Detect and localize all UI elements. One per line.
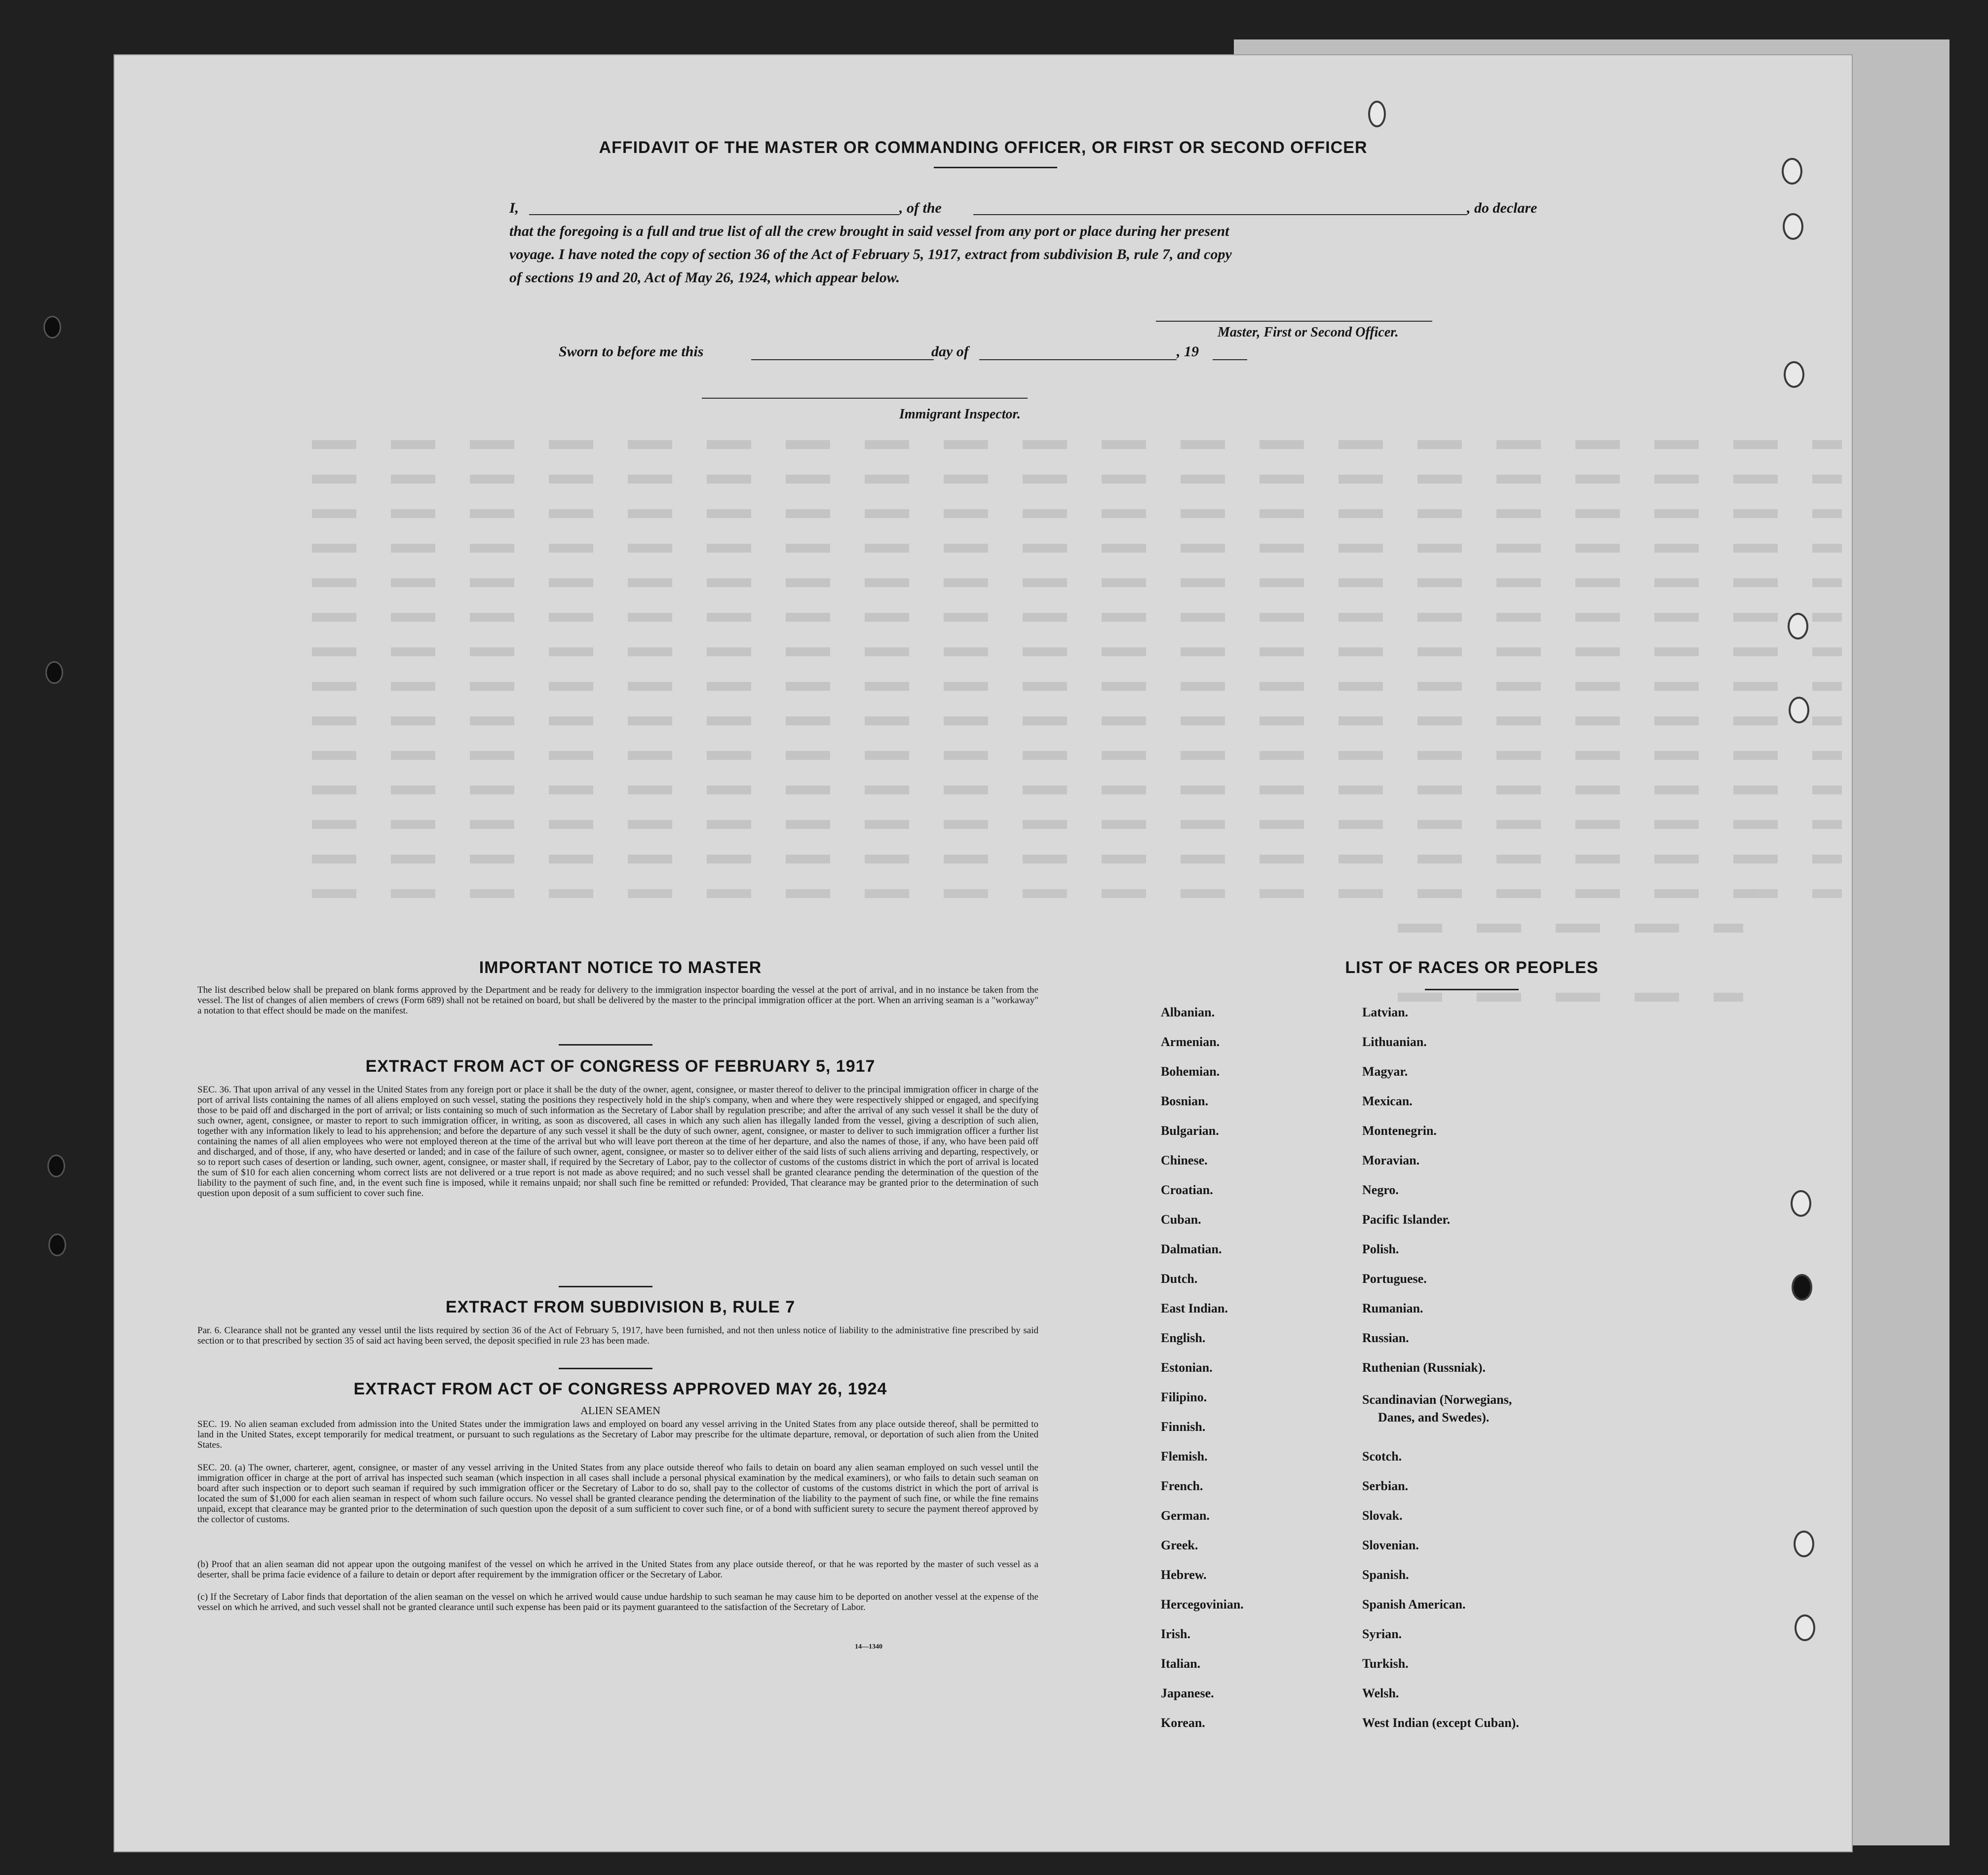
race-item: Portuguese. [1362,1272,1427,1286]
race-item: Latvian. [1362,1005,1409,1019]
race-item: French. [1161,1479,1203,1493]
punch-hole [1795,1614,1815,1641]
affidavit-i: I, [509,200,519,216]
race-item: Finnish. [1161,1420,1206,1434]
race-item: Pacific Islander. [1362,1212,1451,1227]
race-item: Estonian. [1161,1360,1213,1375]
punch-hole [1784,361,1804,388]
race-item: English. [1161,1331,1206,1345]
race-item: Korean. [1161,1716,1205,1730]
race-item: Negro. [1362,1183,1399,1197]
race-item: Flemish. [1161,1449,1208,1463]
races-title: LIST OF RACES OR PEOPLES [1345,958,1599,977]
title-rule [934,167,1057,168]
race-item: Chinese. [1161,1153,1208,1167]
vessel-blank[interactable] [973,214,1467,215]
binder-hole [48,1234,66,1256]
extract-rule7-title: EXTRACT FROM SUBDIVISION B, RULE 7 [445,1298,796,1316]
punch-hole [1789,697,1809,723]
race-item: Moravian. [1362,1153,1420,1167]
affidavit-of-the: , of the [899,200,942,216]
extract-1924-title: EXTRACT FROM ACT OF CONGRESS APPROVED MAY 26, 1924 [353,1380,887,1398]
punch-hole [1791,1190,1811,1217]
race-item: Ruthenian (Russniak). [1362,1360,1486,1375]
race-item: Spanish. [1362,1568,1409,1582]
race-item: Croatian. [1161,1183,1213,1197]
race-item: Polish. [1362,1242,1399,1256]
race-item: West Indian (except Cuban). [1362,1716,1519,1730]
inspector-label: Immigrant Inspector. [899,407,1021,422]
extract-1924-section-19: SEC. 19. No alien seaman excluded from admission into the United States under the immigration laws and employed on board any vessel arriving in the United States from any place outside thereof, shall be permitted to land in the United States, except temporarily for medical treatment, or pursuant to such regulations as the Secretary of Labor may prescribe for the ultimate departure, removal, or deportation of such alien from the United States. [197,1419,1038,1450]
race-item: Slovenian. [1362,1538,1419,1552]
punch-hole [1792,1274,1812,1301]
race-item: Turkish. [1362,1656,1409,1671]
extract-1924-section-20b: (b) Proof that an alien seaman did not appear upon the outgoing manifest of the vessel on which he arrived in the United States from any place outside thereof, or that he was reported by the master of such vessel as a deserter, shall be prima facie evidence of a failure to detain or deport after requirement by the immigration officer or the Secretary of Labor. [197,1559,1038,1580]
sworn-day-of: day of [931,343,969,360]
race-item: East Indian. [1161,1301,1228,1315]
race-item: Dutch. [1161,1272,1198,1286]
punch-hole [1783,213,1803,240]
extract-1924-section-20a: SEC. 20. (a) The owner, charterer, agent, consignee, or master of any vessel arriving in the United States from any place outside thereof who fails to detain on board any alien seaman employed on such vessel until the immigration officer in charge at the port of arrival has inspected such seaman (which inspection in all cases shall include a personal physical examination by the medical examiners), or who fails to detain such seaman on board after such inspection or to deport such seaman if required by such immigration officer or the Secretary of Labor to do so, shall pay to the collector of customs of the customs district in which the port of arrival is located the sum of $1,000 for each alien seaman in respect of whom such failure occurs. No vessel shall be granted clearance pending the determination of the liability to the payment of such fine, or while the fine remains unpaid, except that clearance may be granted prior to the determination of such question upon the deposit of a sum sufficient to cover such fine, or of a bond with sufficient surety to secure the payment thereof approved by the collector of customs. [197,1462,1038,1525]
race-item: Bosnian. [1161,1094,1209,1108]
punch-hole [1368,101,1386,127]
section-rule [559,1368,652,1369]
race-item: Russian. [1362,1331,1409,1345]
sworn-year: , 19 [1177,343,1199,360]
master-label: Master, First or Second Officer. [1218,325,1399,340]
section-rule [559,1044,652,1046]
race-item: Slovak. [1362,1508,1403,1523]
binder-hole [43,316,61,338]
race-item: Syrian. [1362,1627,1402,1641]
race-item: Irish. [1161,1627,1190,1641]
punch-hole [1794,1531,1814,1557]
race-item: Bohemian. [1161,1064,1220,1079]
section-rule [559,1286,652,1287]
race-item: Bulgarian. [1161,1124,1219,1138]
race-item: Serbian. [1362,1479,1409,1493]
affidavit-do-declare: , do declare [1467,200,1537,216]
sworn-day-blank[interactable] [751,359,934,360]
race-item: Greek. [1161,1538,1198,1552]
extract-1924-section-20c: (c) If the Secretary of Labor finds that deportation of the alien seaman on the vessel on which he arrived would cause undue hardship to such seaman he may cause him to be deported on another vessel at the expense of the vessel on which he arrived, and such vessel shall not be granted clearance until such expense has been paid or its payment guaranteed to the satisfaction of the Secretary of Labor. [197,1592,1038,1612]
race-item: Italian. [1161,1656,1201,1671]
document-page [115,55,1852,1851]
race-item: Dalmatian. [1161,1242,1222,1256]
sworn-text: Sworn to before me this [559,343,704,360]
punch-hole [1782,158,1802,185]
race-item: Scotch. [1362,1449,1402,1463]
affidavit-line-2: that the foregoing is a full and true list of all the crew brought in said vessel from any port or place during her present [509,223,1229,239]
race-item: Japanese. [1161,1686,1214,1700]
master-signature-line[interactable] [1156,321,1432,322]
punch-hole [1788,613,1808,639]
race-item: Montenegrin. [1362,1124,1437,1138]
race-item: German. [1161,1508,1210,1523]
race-item: Cuban. [1161,1212,1201,1227]
race-item: Lithuanian. [1362,1035,1427,1049]
race-item: Filipino. [1161,1390,1207,1404]
race-item: Magyar. [1362,1064,1408,1079]
bleed-through-texture [115,55,1852,1851]
race-item: Rumanian. [1362,1301,1423,1315]
race-item: Scandinavian (Norwegians, [1362,1392,1512,1407]
race-item: Spanish American. [1362,1597,1466,1612]
inspector-signature-line[interactable] [702,398,1028,399]
sworn-month-blank[interactable] [979,359,1177,360]
affidavit-line-4: of sections 19 and 20, Act of May 26, 1924, which appear below. [509,269,900,286]
sworn-year-blank[interactable] [1213,359,1247,360]
notice-title: IMPORTANT NOTICE TO MASTER [479,958,762,977]
binder-hole [47,1155,65,1177]
race-item: Mexican. [1362,1094,1413,1108]
affidavit-text [509,196,1610,289]
races-rule [1425,989,1519,990]
binder-hole [45,661,63,684]
extract-1917-text: SEC. 36. That upon arrival of any vessel in the United States from any foreign port or place it shall be the duty of the owner, agent, consignee, or master thereof to deliver to the principal immigration officer in charge of the port of arrival lists containing the names of all aliens employed on such vessel, stating the positions they respectively hold in the ship's company, when and where they were respectively shipped or engaged, and specifying those to be paid off and discharged in the port of arrival; or lists containing so much of such information as the Secretary of Labor shall by regulation prescribe; and after the arrival of any such vessel it shall be the duty of such owner, agent, consignee, or master to report to such immigration officer, in writing, as soon as discovered, all cases in which any such alien has illegally landed from the vessel, giving a description of such alien, together with any information likely to lead to his apprehension; and before the departure of any such vessel it shall be the duty of such owner, agent, consignee, or master to deliver to such immigration officer a further list containing the names of all alien employees who were not employed thereon at the time of the arrival but who will leave port thereon at the time of her departure, and also the names of those, if any, who have been paid off and discharged, and of those, if any, who have deserted or landed; and in case of the failure of such owner, agent, consignee, or master so to deliver either of the said lists of such aliens arriving and departing, respectively, or so to report such cases of desertion or landing, such owner, agent, consignee, or master shall, if required by the Secretary of Labor, pay to the collector of customs of the customs district in which the port of arrival is located the sum of $10 for each alien concerning whom correct lists are not delivered or a true report is not made as above required; and no such vessel shall be granted clearance pending the determination of the question of the liability to the payment of such fine, and, in the event such fine is imposed, while it remains unpaid; nor shall such fine be remitted or refunded: Provided, That clearance may be granted prior to the determination of such question upon deposit of a sum sufficient to cover such fine. [197,1085,1038,1199]
affidavit-title: AFFIDAVIT OF THE MASTER OR COMMANDING OFFICER, OR FIRST OR SECOND OFFICER [599,138,1368,157]
notice-text: The list described below shall be prepared on blank forms approved by the Department and be ready for delivery to the immigration inspector boarding the vessel at the port of arrival, and in no instance be taken from the vessel. The list of changes of alien members of crews (Form 689) shall not be retained on board, but shall be delivered by the master to the principal immigration officer at the port. When an arriving seaman is a "workaway" a notation to that effect should be made on the manifest. [197,985,1038,1016]
race-item: Welsh. [1362,1686,1399,1700]
affidavit-line-3: voyage. I have noted the copy of section 36 of the Act of February 5, 1917, extract from subdivision B, rule 7, and copy [509,246,1232,262]
race-item: Hebrew. [1161,1568,1207,1582]
race-item: Armenian. [1161,1035,1220,1049]
race-item: Albanian. [1161,1005,1215,1019]
race-item: Danes, and Swedes). [1378,1410,1490,1425]
form-number: 14—1340 [855,1643,882,1650]
race-item: Hercegovinian. [1161,1597,1244,1612]
extract-1924-subtitle: ALIEN SEAMEN [580,1404,660,1417]
extract-rule7-text: Par. 6. Clearance shall not be granted any vessel until the lists required by section 36 of the Act of February 5, 1917, have been furnished, and not then unless notice of liability to the administrative fine prescribed by said section or to that prescribed by section 35 of said act having been served, the deposit specified in rule 23 has been made. [197,1325,1038,1346]
name-blank[interactable] [529,214,899,215]
extract-1917-title: EXTRACT FROM ACT OF CONGRESS OF FEBRUARY 5, 1917 [365,1057,876,1076]
